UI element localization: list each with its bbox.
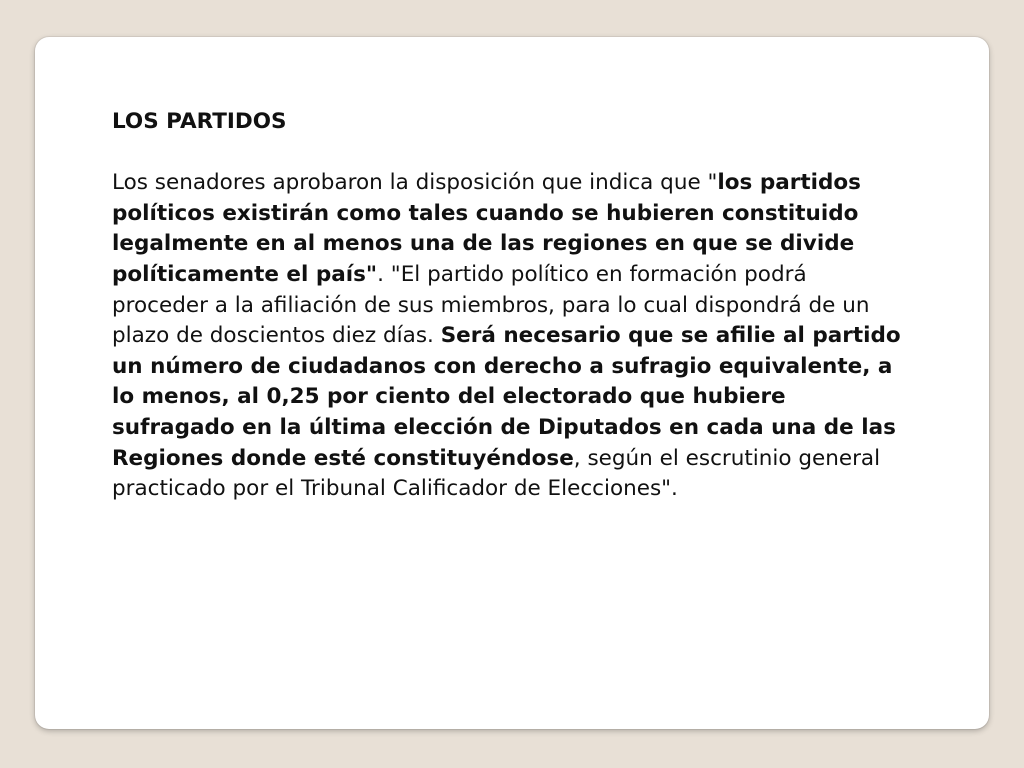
slide-title: LOS PARTIDOS xyxy=(112,109,287,134)
text-segment-3: , según el escrutinio general practicado por el Tribunal Calificador de Elecciones". xyxy=(112,445,881,502)
body-paragraph xyxy=(112,168,902,505)
text-segment-1: Los senadores aprobaron la disposición que indica que " xyxy=(112,170,718,196)
slide-card xyxy=(35,37,989,729)
bold-segment-1: los partidos políticos existirán como tales cuando se hubieren constituido legalmente en al menos una de las regiones en que se divide políticamente el país" xyxy=(112,170,861,287)
text-segment-2: . "El partido político en formación podrá proceder a la afiliación de sus miembros, para lo cual dispondrá de un plazo de doscientos diez días. xyxy=(112,261,870,349)
slide-content xyxy=(112,107,902,505)
bold-segment-2: Será necesario que se afilie al partido un número de ciudadanos con derecho a sufragio equivalente, a lo menos, al 0,25 por ciento del electorado que hubiere sufragado en la última elección de Diputados en cada una de las Regiones donde esté constituyéndose xyxy=(112,323,901,471)
